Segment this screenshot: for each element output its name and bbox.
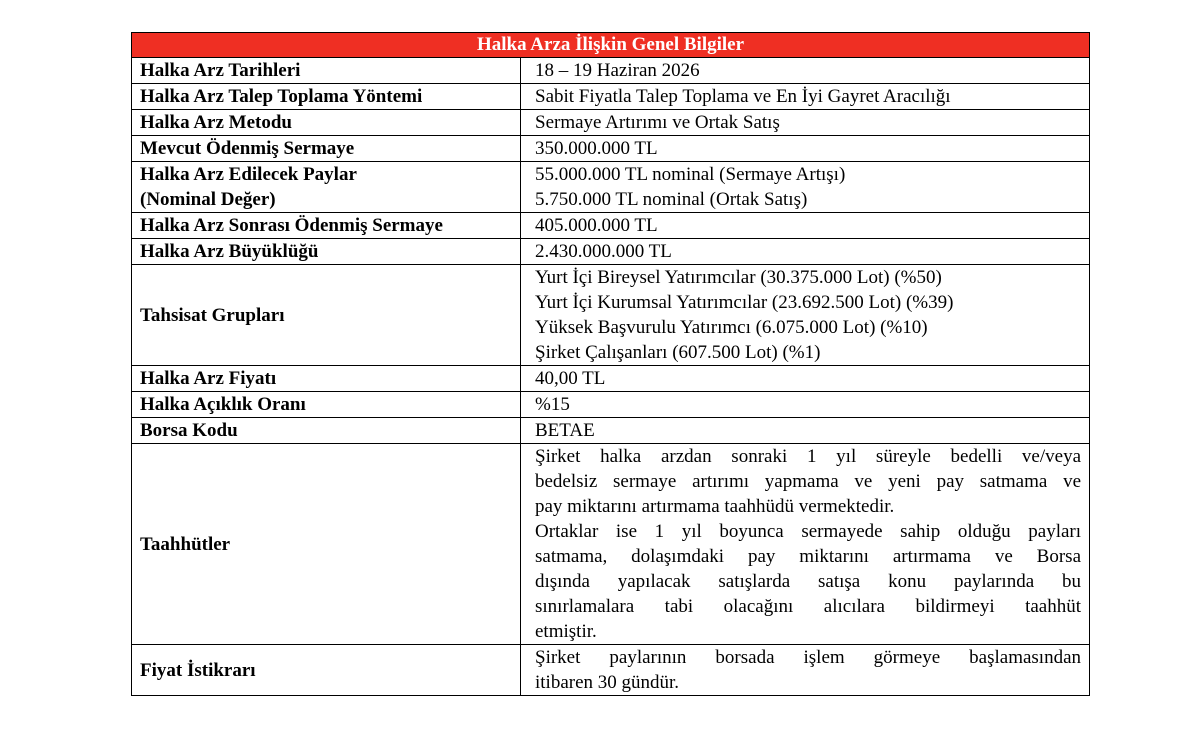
table-row xyxy=(132,444,1090,645)
row-label-line: (Nominal Değer) xyxy=(140,189,276,210)
row-label-buyukluk: Halka Arz Büyüklüğü xyxy=(132,239,521,265)
value-line: Yurt İçi Bireysel Yatırımcılar (30.375.000 Lot) (%50) xyxy=(535,267,942,288)
row-label-aciklik: Halka Açıklık Oranı xyxy=(132,392,521,418)
table-row xyxy=(132,84,1090,110)
table-row xyxy=(132,110,1090,136)
table-row xyxy=(132,213,1090,239)
value-line: etmiştir. xyxy=(535,621,597,642)
row-value-taahhutler xyxy=(521,444,1090,645)
value-line: Yüksek Başvurulu Yatırımcı (6.075.000 Lot) (%10) xyxy=(535,317,928,338)
table-header-row xyxy=(132,33,1090,58)
row-label-tarihler: Halka Arz Tarihleri xyxy=(132,58,521,84)
row-label-fiyat: Halka Arz Fiyatı xyxy=(132,366,521,392)
row-label-sonrasi-sermaye: Halka Arz Sonrası Ödenmiş Sermaye xyxy=(132,213,521,239)
row-value-tahsisat xyxy=(521,265,1090,366)
table-title: Halka Arza İlişkin Genel Bilgiler xyxy=(132,33,1090,58)
value-line: dışında yapılacak satışlarda satışa konu paylarında bu xyxy=(535,571,1082,592)
value-line: Şirket paylarının borsada işlem görmeye başlamasından xyxy=(535,647,1082,668)
row-value-sonrasi-sermaye: 405.000.000 TL xyxy=(521,213,1090,239)
table-row xyxy=(132,418,1090,444)
row-label-taahhutler: Taahhütler xyxy=(132,444,521,645)
value-line: Ortaklar ise 1 yıl boyunca sermayede sahip olduğu payları xyxy=(535,521,1082,542)
table-row xyxy=(132,162,1090,213)
row-label-istikrar: Fiyat İstikrarı xyxy=(132,645,521,696)
table-row xyxy=(132,392,1090,418)
table-row xyxy=(132,645,1090,696)
value-line: itibaren 30 gündür. xyxy=(535,672,680,693)
row-value-buyukluk: 2.430.000.000 TL xyxy=(521,239,1090,265)
table-row xyxy=(132,239,1090,265)
row-label-tahsisat: Tahsisat Grupları xyxy=(132,265,521,366)
row-value-edilecek-paylar xyxy=(521,162,1090,213)
row-value-tarihler: 18 – 19 Haziran 2026 xyxy=(521,58,1090,84)
value-line: pay miktarını artırmama taahhüdü vermektedir. xyxy=(535,496,895,517)
value-line: Şirket Çalışanları (607.500 Lot) (%1) xyxy=(535,342,821,363)
value-line: bedelsiz sermaye artırımı yapmama ve yeni pay satmama ve xyxy=(535,471,1082,492)
row-value-talep-yontemi: Sabit Fiyatla Talep Toplama ve En İyi Gayret Aracılığı xyxy=(521,84,1090,110)
value-line: Şirket halka arzdan sonraki 1 yıl süreyle bedelli ve/veya xyxy=(535,446,1082,467)
value-line: satmama, dolaşımdaki pay miktarını artırmama ve Borsa xyxy=(535,546,1082,567)
row-value-fiyat: 40,00 TL xyxy=(521,366,1090,392)
table-row xyxy=(132,136,1090,162)
row-label-line: Halka Arz Edilecek Paylar xyxy=(140,164,357,185)
row-value-aciklik: %15 xyxy=(521,392,1090,418)
row-value-mevcut-sermaye: 350.000.000 TL xyxy=(521,136,1090,162)
row-label-metod: Halka Arz Metodu xyxy=(132,110,521,136)
table-row xyxy=(132,58,1090,84)
value-line: Yurt İçi Kurumsal Yatırımcılar (23.692.500 Lot) (%39) xyxy=(535,292,954,313)
row-value-metod: Sermaye Artırımı ve Ortak Satış xyxy=(521,110,1090,136)
ipo-info-sheet xyxy=(131,32,1089,696)
row-value-borsa-kodu: BETAE xyxy=(521,418,1090,444)
row-label-talep-yontemi: Halka Arz Talep Toplama Yöntemi xyxy=(132,84,521,110)
table-row xyxy=(132,265,1090,366)
row-label-edilecek-paylar xyxy=(132,162,521,213)
value-line: 55.000.000 TL nominal (Sermaye Artışı) xyxy=(535,164,846,185)
value-line: 5.750.000 TL nominal (Ortak Satış) xyxy=(535,189,808,210)
row-label-mevcut-sermaye: Mevcut Ödenmiş Sermaye xyxy=(132,136,521,162)
row-value-istikrar xyxy=(521,645,1090,696)
value-line: sınırlamalara tabi olacağını alıcılara bildirmeyi taahhüt xyxy=(535,596,1082,617)
ipo-info-table xyxy=(131,32,1090,696)
row-label-borsa-kodu: Borsa Kodu xyxy=(132,418,521,444)
table-row xyxy=(132,366,1090,392)
